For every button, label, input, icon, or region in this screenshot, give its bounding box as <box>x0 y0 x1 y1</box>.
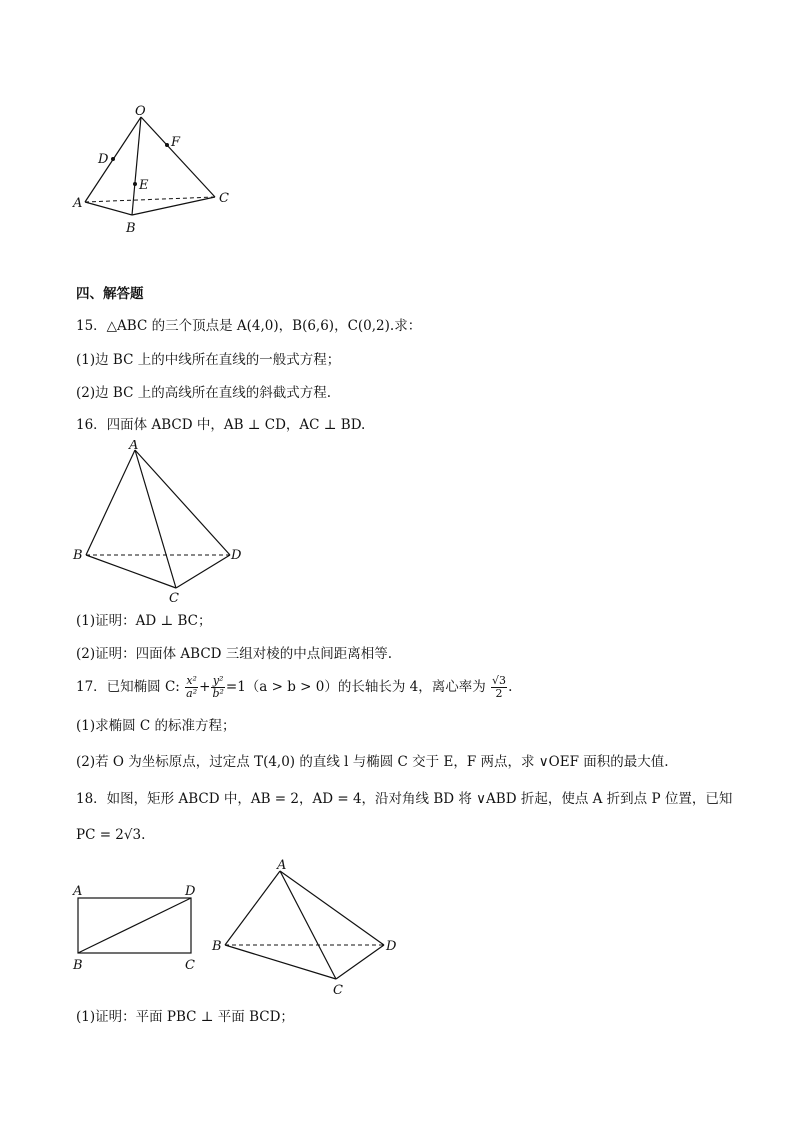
point-f <box>165 143 169 147</box>
edge-oc <box>141 117 215 197</box>
q18-part1: (1)证明：平面 PBC ⊥ 平面 BCD； <box>76 1009 294 1025</box>
edge-cd <box>176 555 230 588</box>
label-d: D <box>185 884 196 899</box>
q17-fraction-y: $\frac{\text{y²}}{\text{b²}}$ <box>212 674 224 700</box>
label-o: O <box>135 104 146 119</box>
label-c: C <box>169 591 179 606</box>
section-title: 四、解答题 <box>76 286 144 302</box>
q16-part1: (1)证明：AD ⊥ BC； <box>76 613 212 629</box>
label-b: B <box>212 939 222 954</box>
label-d: D <box>231 548 242 563</box>
q15-stem: 15．△ABC 的三个顶点是 A(4,0)，B(6,6)，C(0,2).求： <box>76 318 422 334</box>
edge-bc <box>86 555 176 588</box>
q18-stem-line2: PC = 2√3. <box>76 827 146 843</box>
figure-tetrahedron-abcd <box>68 440 258 610</box>
q17-part2: (2)若 O 为坐标原点，过定点 T(4,0) 的直线 l 与椭圆 C 交于 E，F 两点，求 ∨OEF 面积的最大值. <box>76 754 669 770</box>
q17-plus: + <box>199 679 211 695</box>
label-c: C <box>219 191 229 206</box>
label-b: B <box>73 548 83 563</box>
edge-ab <box>225 871 280 945</box>
label-f: F <box>171 135 181 150</box>
q17-stem <box>76 672 512 702</box>
label-a: A <box>73 196 83 211</box>
label-a: A <box>73 884 83 899</box>
q17-stem-b: =1（a > b > 0）的长轴长为 4，离心率为 <box>225 679 486 695</box>
q15-part2: (2)边 BC 上的高线所在直线的斜截式方程. <box>76 385 331 401</box>
label-a: A <box>129 440 139 453</box>
point-d <box>111 157 115 161</box>
label-c: C <box>185 958 195 973</box>
q17-stem-a: 17．已知椭圆 C: <box>76 679 180 695</box>
q17-part1: (1)求椭圆 C 的标准方程； <box>76 718 236 734</box>
label-a: A <box>277 858 287 873</box>
q16-part2: (2)证明：四面体 ABCD 三组对棱的中点间距离相等. <box>76 646 393 662</box>
label-c: C <box>333 983 343 998</box>
point-e <box>133 182 137 186</box>
q17-fraction-ecc: $\frac{√3}{2}$ <box>492 674 507 700</box>
q17-fraction-x: $\frac{\text{x²}}{\text{a²}}$ <box>186 674 198 700</box>
edge-ac <box>135 450 176 588</box>
q18-stem-line1: 18．如图，矩形 ABCD 中，AB = 2，AD = 4，沿对角线 BD 将 ∨ABD 折起，使点 A 折到点 P 位置，已知 <box>76 791 733 807</box>
label-d: D <box>386 939 397 954</box>
q16-stem: 16．四面体 ABCD 中，AB ⊥ CD，AC ⊥ BD. <box>76 417 366 433</box>
label-b: B <box>126 221 136 236</box>
label-b: B <box>73 958 83 973</box>
edge-ad <box>280 871 384 945</box>
q17-stem-c: . <box>508 679 513 695</box>
figure-rectangle-abcd <box>64 880 214 980</box>
q15-part1: (1)边 BC 上的中线所在直线的一般式方程； <box>76 352 341 368</box>
figure-tetrahedron-oabc <box>60 95 250 245</box>
diagonal-bd <box>78 898 191 953</box>
label-d: D <box>98 152 109 167</box>
edge-ac <box>280 871 336 979</box>
edge-cd <box>336 945 384 979</box>
edge-ab <box>86 450 135 555</box>
label-e: E <box>139 178 149 193</box>
figure-folded-tetrahedron <box>206 855 406 1000</box>
edge-ad <box>135 450 230 555</box>
edge-ab <box>85 202 132 215</box>
edge-bc <box>225 945 336 979</box>
